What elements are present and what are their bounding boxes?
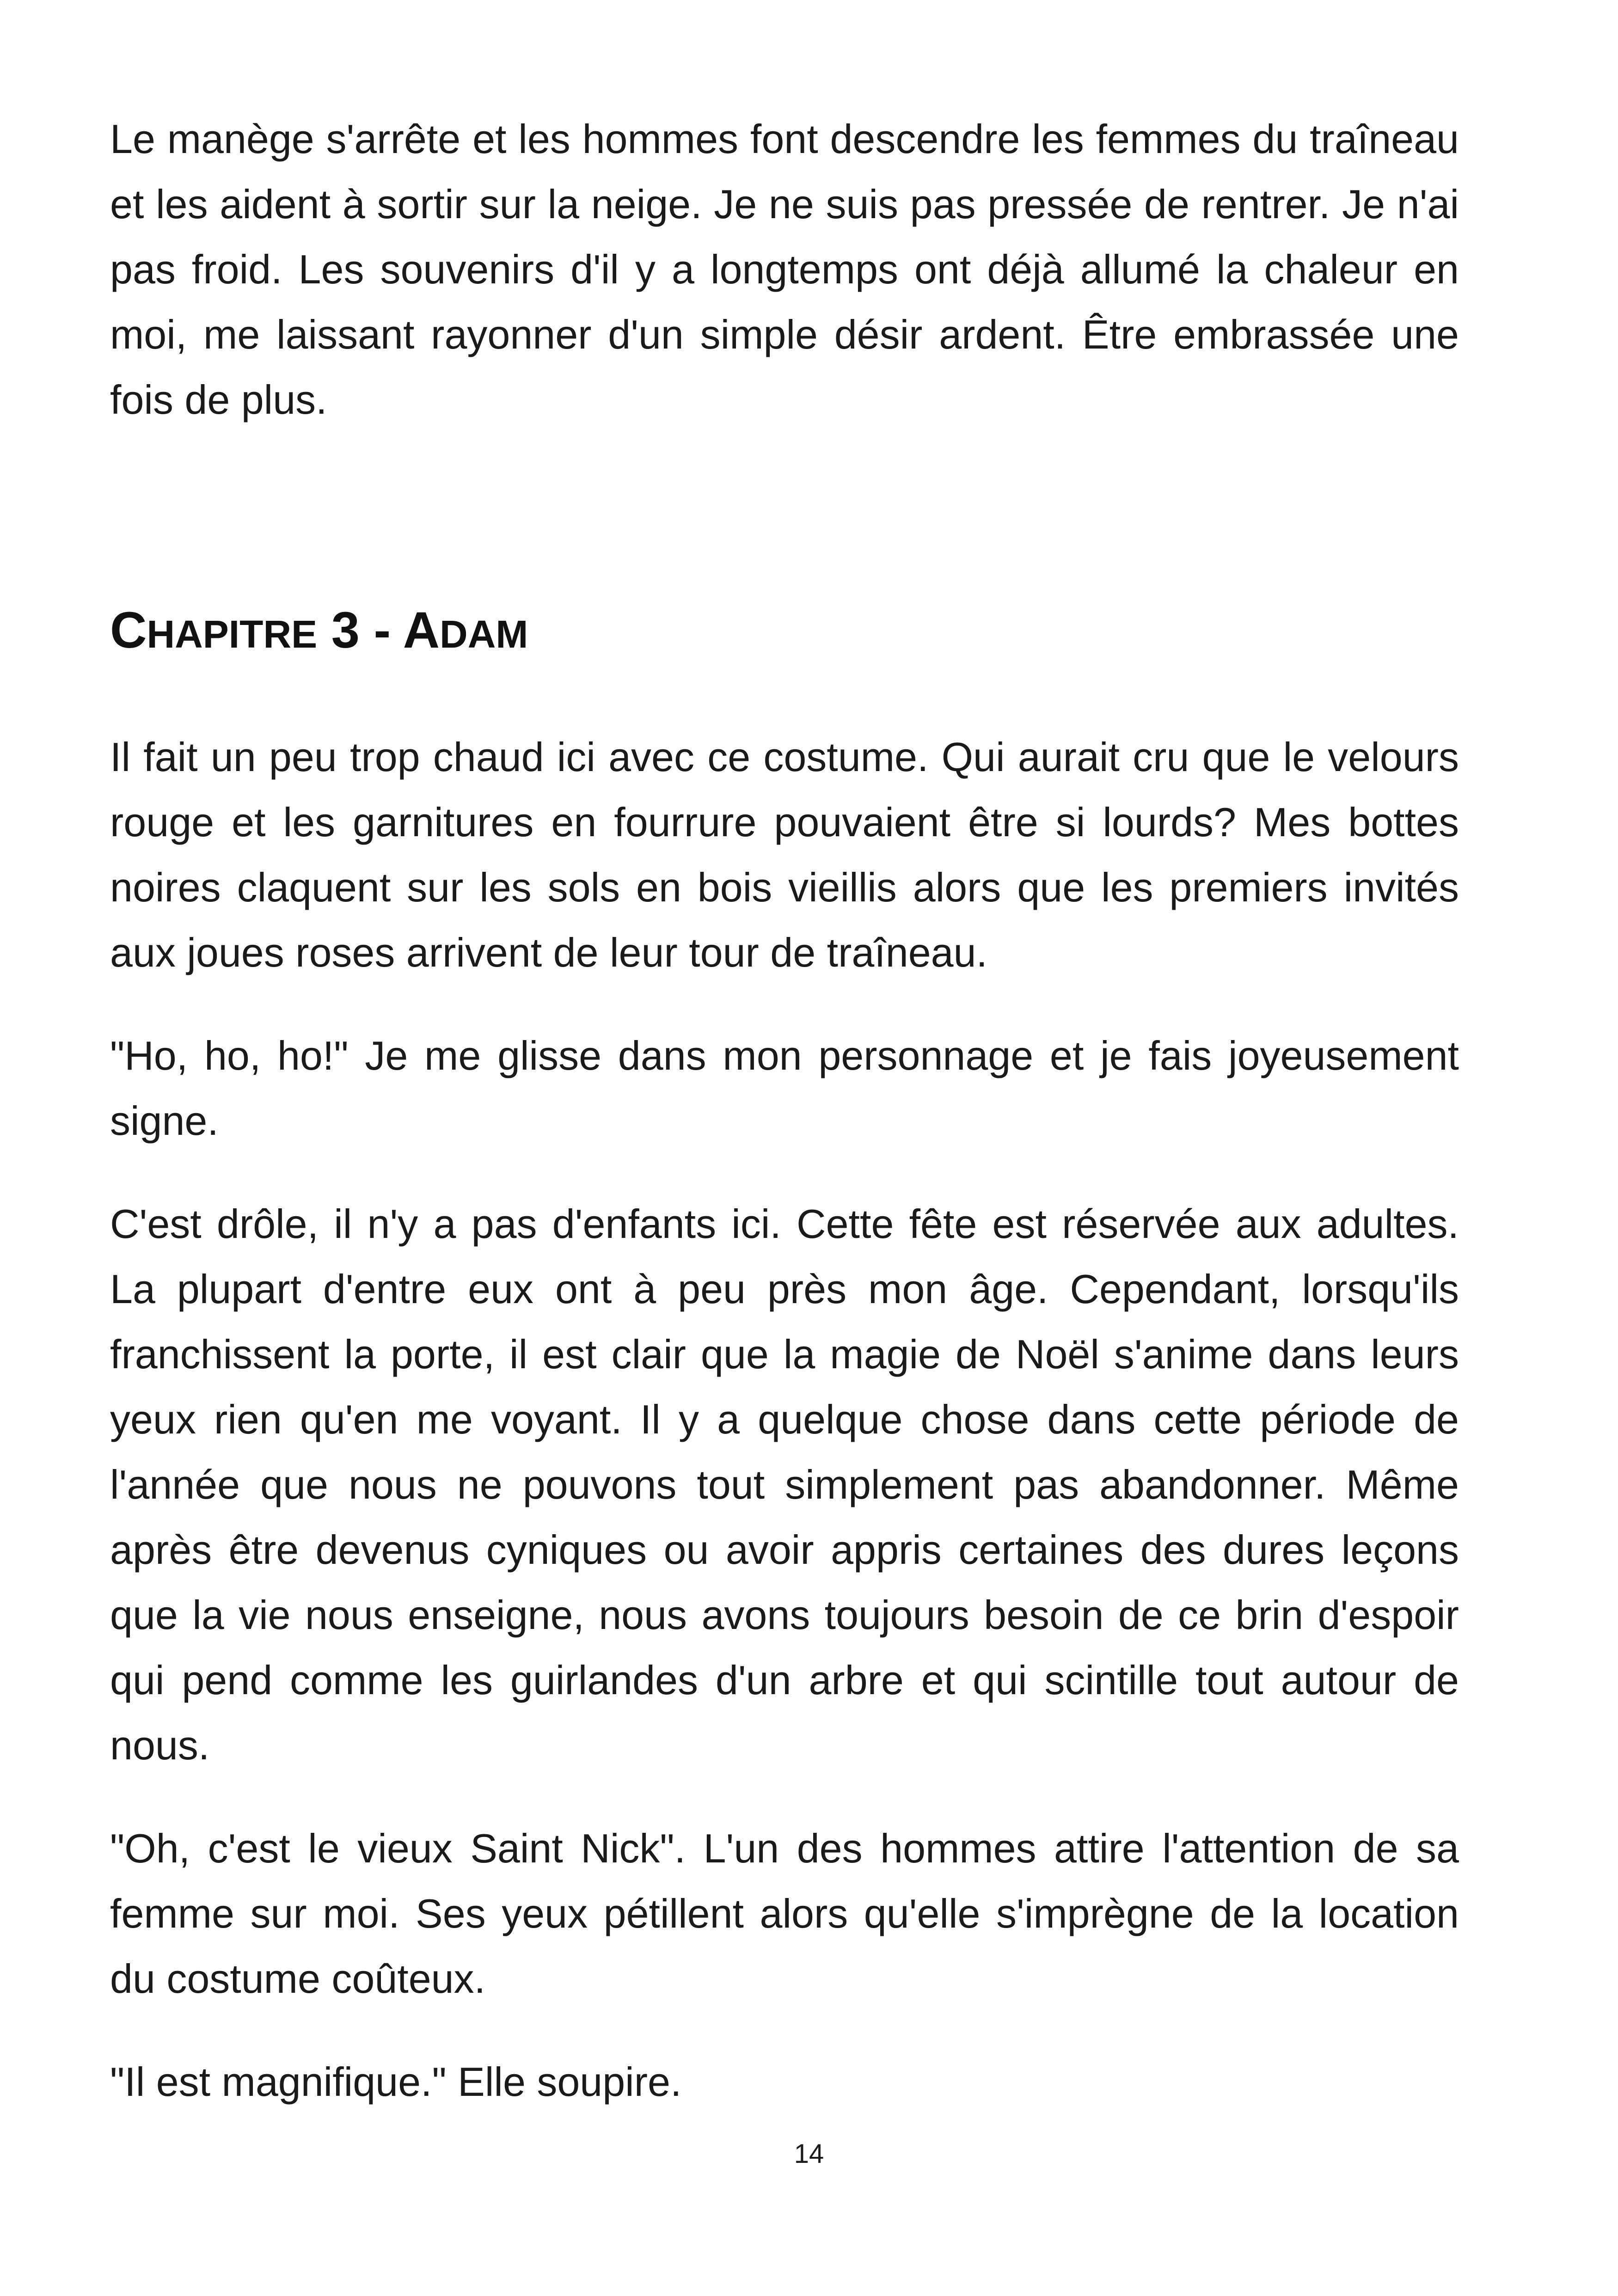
chapter-title-rest-2: DAM	[440, 612, 528, 656]
chapter-title-cap-2: A	[403, 602, 440, 659]
page-number: 14	[794, 2139, 824, 2169]
paragraph: C'est drôle, il n'y a pas d'enfants ici. Cette fête est réservée aux adultes. La plupart d'entre eux ont à peu près mon âge. Cependant, lorsqu'ils franchissent la porte, il est clair que la magie de Noël s'anime dans leurs yeux rien qu'en me voyant. Il y a quelque chose dans cette période de l'année que nous ne pouvons tout simplement pas abandonner. Même après être devenus cyniques ou avoir appris certaines des dures leçons que la vie nous enseigne, nous avons toujours besoin de ce brin d'espoir qui pend comme les guirlandes d'un arbre et qui scintille tout autour de nous.	[110, 1201, 1459, 1768]
chapter-title-number: 3 -	[317, 602, 403, 659]
paragraph: Il fait un peu trop chaud ici avec ce costume. Qui aurait cru que le velours rouge et les garnitures en fourrure pouvaient être si lourds? Mes bottes noires claquent sur les sols en bois vieillis alors que les premiers invités aux joues roses arrivent de leur tour de traîneau.	[110, 734, 1459, 975]
chapter-body	[110, 724, 1459, 2114]
page-content	[110, 106, 1459, 2105]
paragraph: "Oh, c'est le vieux Saint Nick". L'un des hommes attire l'attention de sa femme sur moi. Ses yeux pétillent alors qu'elle s'imprègne de la location du costume coûteux.	[110, 1825, 1459, 2002]
paragraph: "Il est magnifique." Elle soupire.	[110, 2059, 682, 2105]
chapter-title	[110, 598, 528, 667]
chapter-title-cap-1: C	[110, 602, 147, 659]
intro-paragraph: Le manège s'arrête et les hommes font descendre les femmes du traîneau et les aident à sortir sur la neige. Je ne suis pas pressée de rentrer. Je n'ai pas froid. Les souvenirs d'il y a longtemps ont déjà allumé la chaleur en moi, me laissant rayonner d'un simple désir ardent. Être embrassée une fois de plus.	[110, 116, 1459, 422]
chapter-title-rest-1: HAPITRE	[147, 612, 318, 656]
paragraph: "Ho, ho, ho!" Je me glisse dans mon personnage et je fais joyeusement signe.	[110, 1033, 1459, 1144]
